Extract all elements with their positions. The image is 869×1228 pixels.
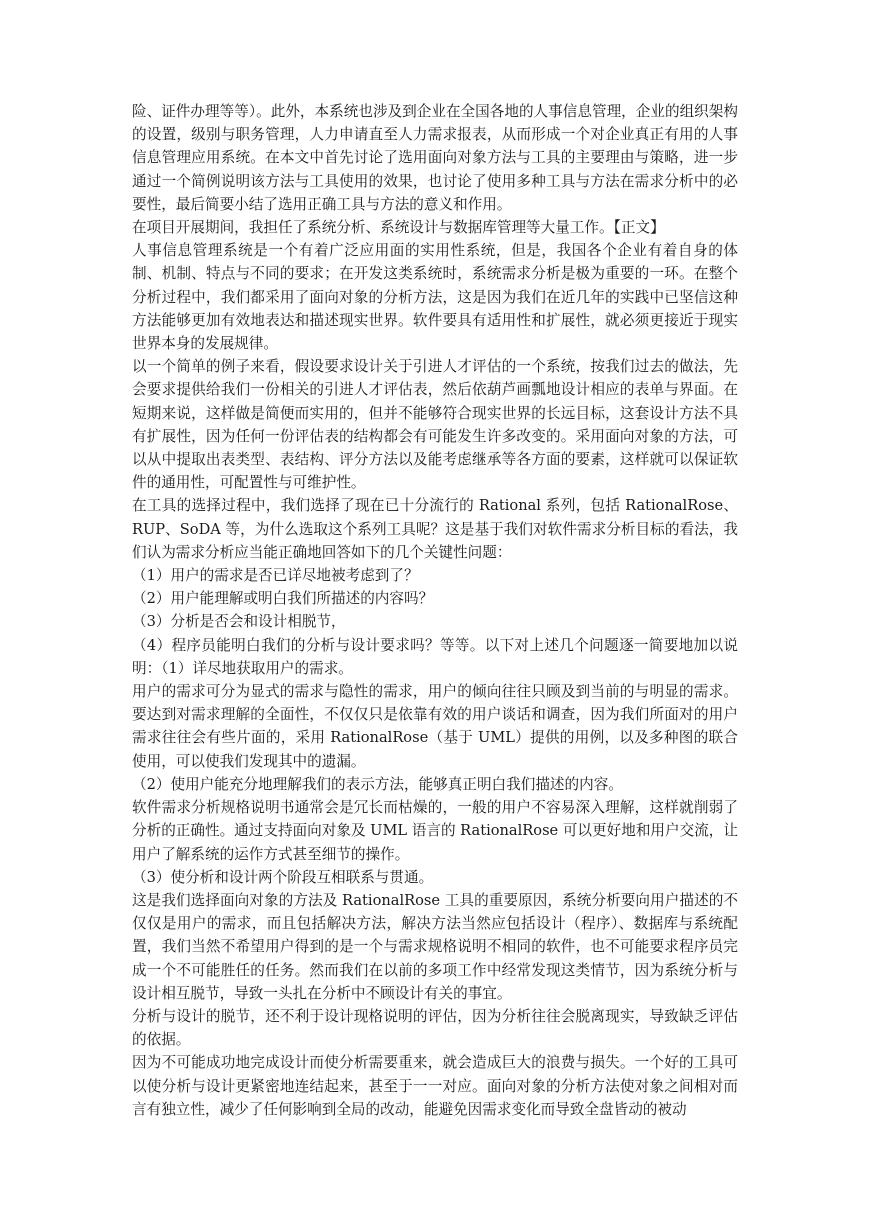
paragraph-spec-document: 软件需求分析规格说明书通常会是冗长而枯燥的，一般的用户不容易深入理解，这样就削弱了分析的正确性。通过支持面向对象及 UML 语言的 RationalRose 可以更好地和用户交流，让用户了解系统的运作方式甚至细节的操作。 [132, 799, 738, 863]
question-item-2: （2）用户能理解或明白我们所描述的内容吗？ [132, 590, 434, 608]
paragraph-role: 在项目开展期间，我担任了系统分析、系统设计与数据库管理等大量工作。【正文】 [132, 219, 665, 237]
paragraph-tool-selection: 在工具的选择过程中，我们选择了现在已十分流行的 Rational 系列，包括 RationalRose、RUP、SoDA 等，为什么选取这个系列工具呢？这是基于我们对软件需求分析目标的看法，我们认为需求分析应当能正确地回答如下的几个关键性问题： [132, 497, 738, 561]
question-item-4: （4）程序员能明白我们的分析与设计要求吗？等等。以下对上述几个问题逐一简要地加以说明：（1）详尽地获取用户的需求。 [132, 636, 738, 677]
question-item-3: （3）分析是否会和设计相脱节， [132, 613, 346, 631]
paragraph-example: 以一个简单的例子来看，假设要求设计关于引进人才评估的一个系统，按我们过去的做法，先会要求提供给我们一份相关的引进人才评估表，然后依葫芦画瓢地设计相应的表单与界面。在短期来说，这样做是简便而实用的，但并不能够符合现实世界的长远目标，这套设计方法不具有扩展性，因为任何一份评估表的结构都会有可能发生许多改变的。采用面向对象的方法，可以从中提取出表类型、表结构、评分方法以及能考虑继承等各方面的要素，这样就可以保证软件的通用性，可配置性与可维护性。 [132, 358, 738, 492]
paragraph-rationalrose-reason: 这是我们选择面向对象的方法及 RationalRose 工具的重要原因，系统分析要向用户描述的不仅仅是用户的需求，而且包括解决方法，解决方法当然应包括设计（程序）、数据库与系统配置，我们当然不希望用户得到的是一个与需求规格说明不相同的软件，也不可能要求程序员完成一个不可能胜任的任务。然而我们在以前的多项工作中经常发现这类情节，因为系统分析与设计相互脱节，导致一头扎在分析中不顾设计有关的事宜。 [132, 891, 738, 1002]
subheading-analysis-design: （3）使分析和设计两个阶段互相联系与贯通。 [132, 868, 434, 886]
paragraph-disconnect: 分析与设计的脱节，还不利于设计现格说明的评估，因为分析往往会脱离现实，导致缺乏评估的依据。 [132, 1007, 738, 1049]
paragraph-system-overview: 人事信息管理系统是一个有着广泛应用面的实用性系统，但是，我国各个企业有着自身的体制、机制、特点与不同的要求；在开发这类系统时，系统需求分析是极为重要的一环。在整个分析过程中，我们都采用了面向对象的分析方法，这是因为我们在近几年的实践中已坚信这种方法能够更加有效地表达和描述现实世界。软件要具有适用性和扩展性，就必须更接近于现实世界本身的发展规律。 [132, 242, 738, 353]
question-item-1: （1）用户的需求是否已详尽地被考虑到了？ [132, 567, 419, 585]
subheading-understanding: （2）使用户能充分地理解我们的表示方法，能够真正明白我们描述的内容。 [132, 775, 623, 793]
document-body [132, 100, 738, 1121]
paragraph-good-tool: 因为不可能成功地完成设计而使分析需要重来，就会造成巨大的浪费与损失。一个好的工具可以使分析与设计更紧密地连结起来，甚至于一一对应。面向对象的分析方法使对象之间相对而言有独立性，减少了任何影响到全局的改动，能避免因需求变化而导致全盘皆动的被动 [132, 1054, 738, 1118]
paragraph-user-needs: 用户的需求可分为显式的需求与隐性的需求，用户的倾向往往只顾及到当前的与明显的需求。要达到对需求理解的全面性，不仅仅只是依靠有效的用户谈话和调查，因为我们所面对的用户需求往往会有些片面的，采用 RationalRose（基于 UML）提供的用例，以及多种图的联合使用，可以使我们发现其中的遗漏。 [132, 683, 738, 770]
paragraph-intro-continued: 险、证件办理等等）。此外，本系统也涉及到企业在全国各地的人事信息管理，企业的组织架构的设置，级别与职务管理，人力申请直至人力需求报表，从而形成一个对企业真正有用的人事信息管理应用系统。在本文中首先讨论了选用面向对象方法与工具的主要理由与策略，进一步通过一个简例说明该方法与工具使用的效果，也讨论了使用多种工具与方法在需求分析中的必要性，最后简要小结了选用正确工具与方法的意义和作用。 [132, 103, 738, 213]
